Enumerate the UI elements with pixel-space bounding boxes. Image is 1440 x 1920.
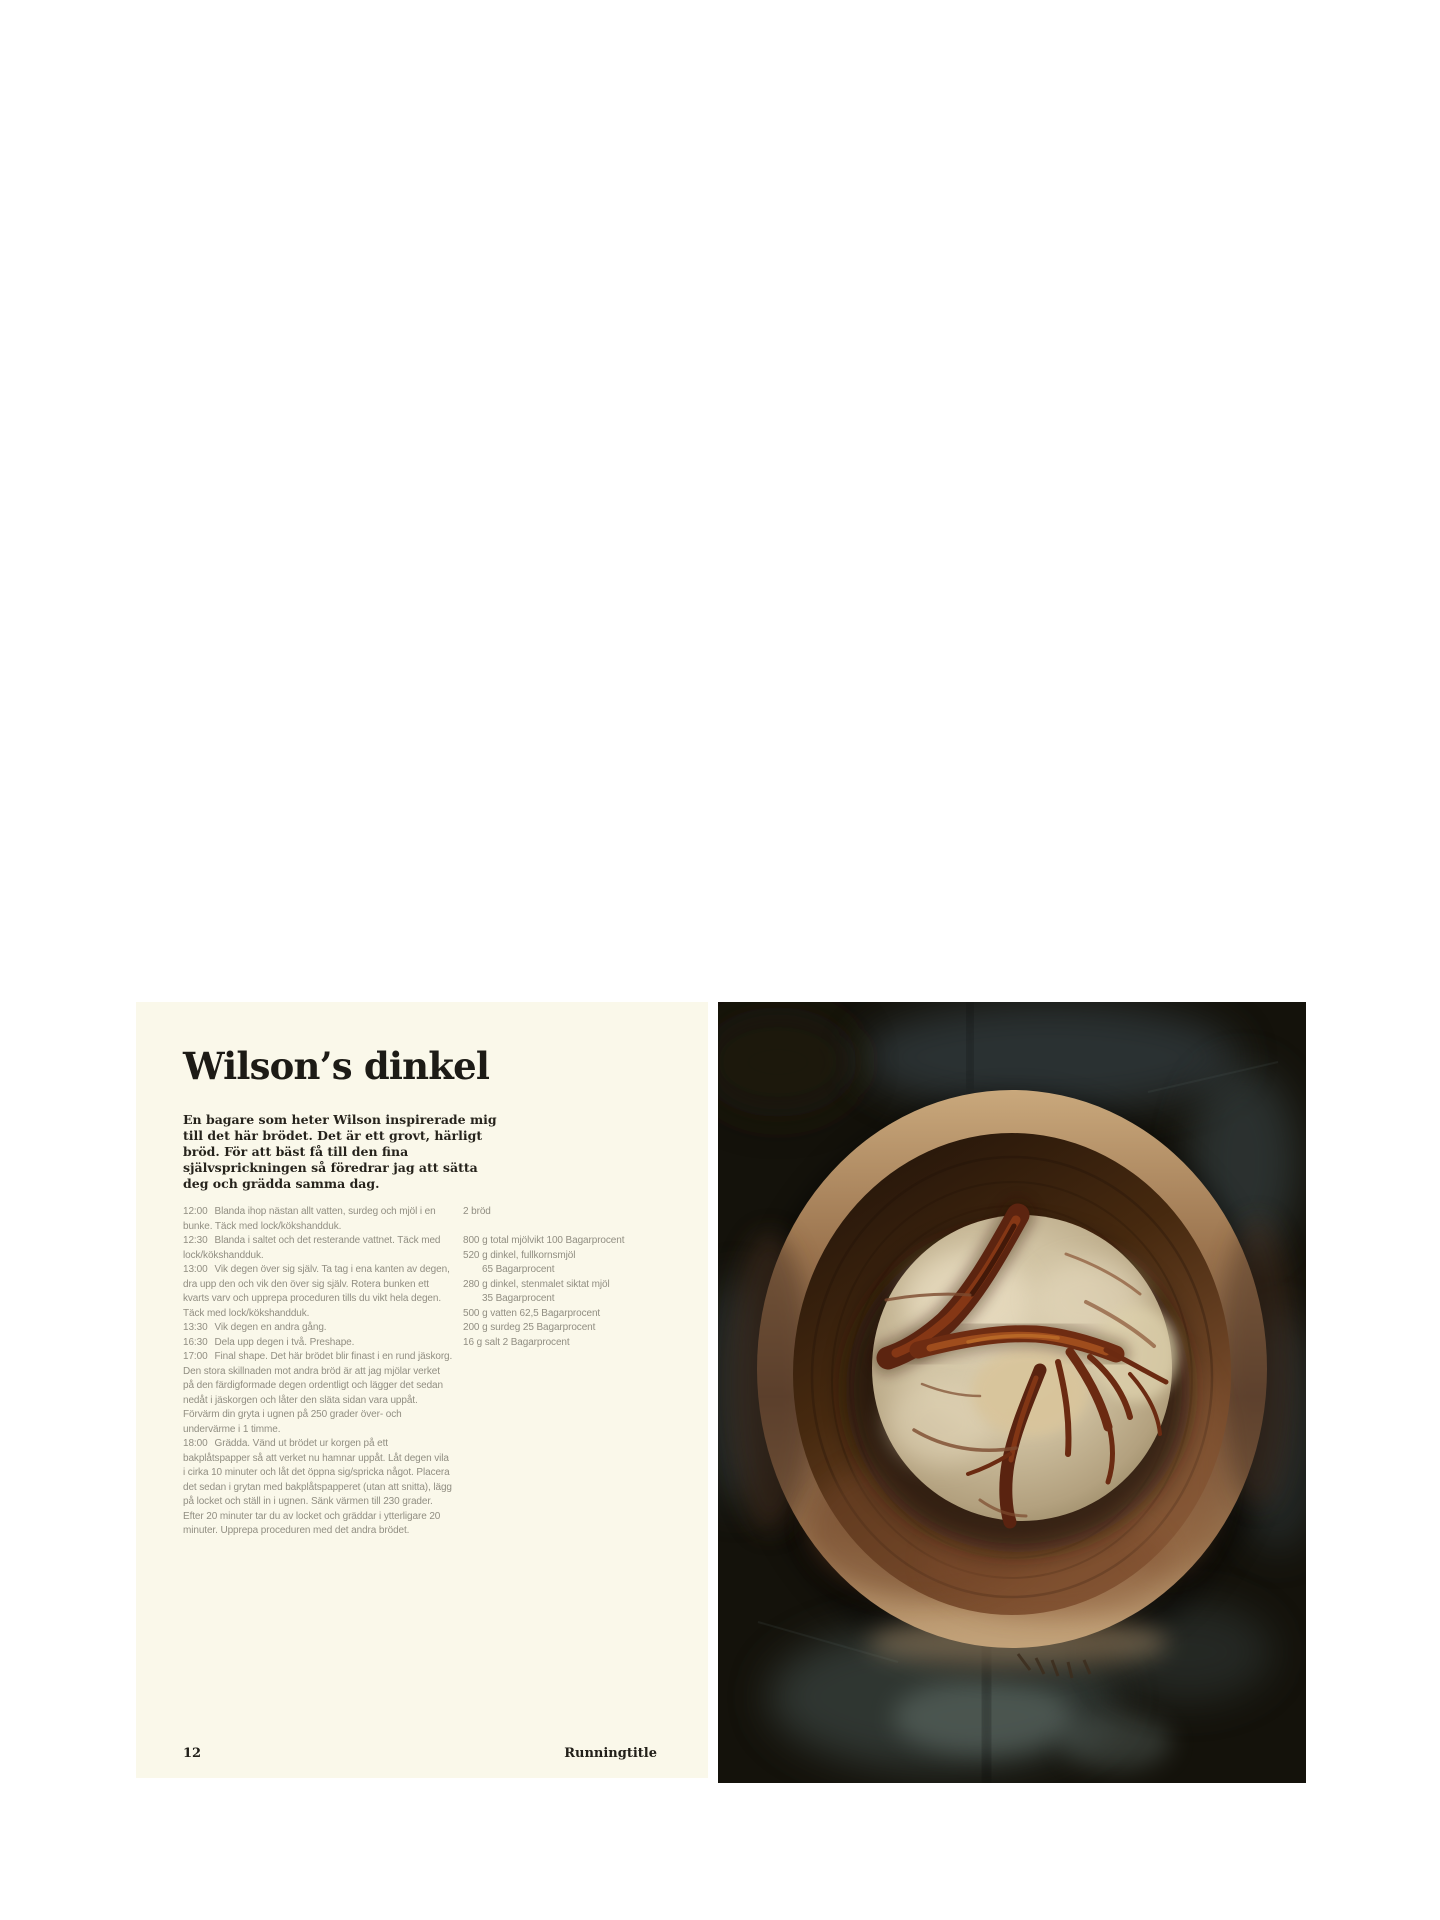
page-number: 12 bbox=[183, 1746, 202, 1761]
recipe-page bbox=[136, 1002, 708, 1778]
step-time: 16:30 bbox=[183, 1336, 208, 1348]
recipe-intro: En bagare som heter Wilson inspirerade mig till det här brödet. Det är ett grovt, härligt bröd. För att bäst få till den fina självsprickningen så föredrar jag att sätta deg och grädda samma dag. bbox=[183, 1112, 497, 1191]
ingredient-line: 200 g surdeg 25 Bagarprocent bbox=[463, 1322, 596, 1333]
yield-label: 2 bröd bbox=[463, 1206, 491, 1217]
recipe-step: 12:00 Blanda ihop nästan allt vatten, surdeg och mjöl i en bunke. Täck med lock/kökshandduk. bbox=[183, 1206, 436, 1232]
bread-photo-illustration bbox=[718, 1002, 1306, 1783]
step-time: 18:00 bbox=[183, 1438, 208, 1449]
recipe-step: 18:00 Grädda. Vänd ut brödet ur korgen på ett bakplåtspapper så att verket nu hamnar uppåt. Låt degen vila i cirka 10 minuter och låt det öppna sig/spricka något. Placera det sedan i grytan med bakplåtspapperet (utan att snitta), lägg på locket och ställ in i ugnen. Sänk värmen till 230 grader. Efter 20 minuter tar du av locket och gräddar i ytterligare 20 minuter. Upprepa proceduren med det andra brödet. bbox=[183, 1438, 452, 1536]
ingredient-line: 520 g dinkel, fullkornsmjöl bbox=[463, 1249, 576, 1261]
ingredient-line: 800 g total mjölvikt 100 Bagarprocent bbox=[463, 1235, 625, 1246]
recipe-step: Förvärm din gryta i ugnen på 250 grader över- och undervärme i 1 timme. bbox=[183, 1409, 402, 1435]
page-title: Wilson’s dinkel bbox=[183, 1044, 490, 1088]
recipe-step: 16:30 Dela upp degen i två. Preshape. bbox=[183, 1336, 453, 1351]
ingredient-line: 500 g vatten 62,5 Bagarprocent bbox=[463, 1307, 601, 1319]
recipe-step: 12:30 Blanda i saltet och det resterande vattnet. Täck med lock/kökshandduk. bbox=[183, 1235, 441, 1261]
step-time: 13:30 bbox=[183, 1322, 208, 1333]
step-time: 17:00 bbox=[183, 1351, 208, 1362]
recipe-step: 17:00 Final shape. Det här brödet blir finast i en rund jäskorg. Den stora skillnaden mot andra bröd är att jag mjölar verket på den färdigformade degen ordentligt och lägger det sedan nedåt i jäskorgen och låter den släta sidan vara uppåt. bbox=[183, 1351, 453, 1406]
ingredient-line: 35 Bagarprocent bbox=[482, 1293, 555, 1304]
step-time: 13:00 bbox=[183, 1264, 208, 1275]
ingredients-column bbox=[463, 1205, 663, 1350]
step-time: 12:30 bbox=[183, 1235, 208, 1246]
running-title: Runningtitle bbox=[564, 1746, 657, 1761]
ingredient-line: 65 Bagarprocent bbox=[482, 1264, 555, 1275]
bread-photo bbox=[718, 1002, 1306, 1783]
recipe-step: 13:00 Vik degen över sig själv. Ta tag i ena kanten av degen, dra upp den och vik den över sig själv. Rotera bunken ett kvarts varv och upprepa proceduren tills du vikt hela degen. Täck med lock/kökshandduk. bbox=[183, 1264, 450, 1319]
ingredient-line: 16 g salt 2 Bagarprocent bbox=[463, 1336, 570, 1348]
instructions-column bbox=[183, 1205, 453, 1539]
ingredients-list bbox=[463, 1234, 663, 1350]
step-time: 12:00 bbox=[183, 1206, 208, 1217]
ingredient-line: 280 g dinkel, stenmalet siktat mjöl bbox=[463, 1278, 610, 1290]
recipe-step: 13:30 Vik degen en andra gång. bbox=[183, 1321, 453, 1336]
